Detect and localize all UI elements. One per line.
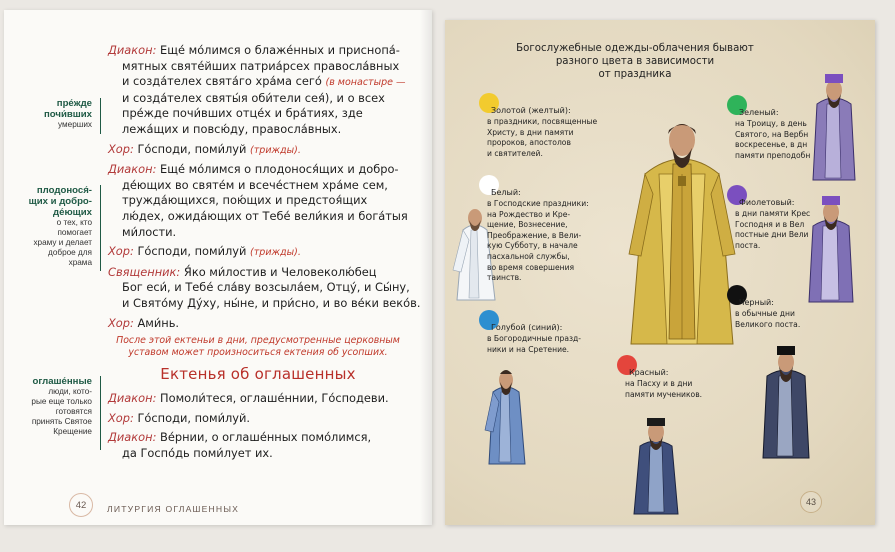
text-line: пре́жде почи́вших отце́х и бра́тиях, зде [122,106,363,121]
gloss-definition: принять Святое [31,417,92,426]
description-line: воскресенье, в дн [735,140,808,150]
role-label: Хор: [108,141,134,156]
gloss-oglashennye [31,376,92,437]
description-line: постные дни Вели [735,230,809,240]
text-line: Ами́нь. [137,315,180,330]
role-label: Хор: [108,244,134,259]
running-head: ЛИТУРГИЯ ОГЛАШЕННЫХ [107,504,240,514]
description-line: во время совершения [487,262,575,272]
inline-note: (в монастыре — [325,77,406,89]
response-paragraph [108,316,408,332]
color-name: Голубой (синий): [491,323,563,332]
rubric-note: После этой ектеньи в дни, предусмотренные церковным [116,335,400,347]
text-line: и созда́телех свята́го хра́ма сего́ [122,74,322,89]
gloss-term: щих и добро- [28,196,92,207]
description-line: Христу, в дни памяти [487,127,574,137]
color-name: Белый: [491,188,521,197]
gloss-rule [100,376,101,450]
gloss-definition: умерших [58,120,92,129]
description-line: в обычные дни [735,309,795,318]
gloss-definition: доброе для [48,248,92,257]
gloss-definition: храму и делает [33,238,92,247]
litany-paragraph [108,43,408,138]
text-line: Го́споди, поми́луй [137,141,247,156]
color-description [625,379,702,400]
section-heading: Ектенья об оглашенных [160,365,356,384]
text-line: тружда́ющихся, пою́щих и предстоя́щих [122,193,368,208]
gloss-definition: люди, кото- [48,387,92,396]
gloss-definition: храма [68,258,92,267]
description-line: на Рождество и Кре- [487,209,571,219]
rubric-note: уставом может произноситься ектения об усопших. [128,347,388,359]
inline-note: (трижды). [250,247,301,259]
text-line: лежа́щих и повсю́ду, правосла́вных. [122,121,342,136]
gloss-definition: рые еще только [31,397,92,406]
description-line: кую Субботу, в начале [487,241,578,251]
description-line: поста. [735,240,761,250]
gloss-term: почи́вших [43,109,92,120]
description-line: памяти мучеников. [625,389,703,399]
text-line: и Свято́му Ду́ху, ны́не, и при́сно, и во ве́ки веко́в. [122,295,421,310]
description-line: Господня и в Вел [735,219,805,229]
text-line: Еще́ мо́лимся о блаже́нных и приснопа́- [160,43,400,57]
gloss-term: плодонося́- [36,185,92,196]
description-line: в Господские праздники: [487,199,589,208]
title-line: разного цвета в зависимости [555,56,715,67]
description-line: на Троицу, в день [735,119,807,128]
response-paragraph [108,411,408,427]
role-label: Хор: [108,410,134,425]
description-line: в дни памяти Крес [735,209,811,218]
text-line: Еще́ мо́лимся о плодонося́щих и добро- [160,162,399,177]
description-line: ники и на Сретение. [487,344,570,354]
color-name: Золотой (желтый): [491,106,571,115]
description-line: Преображение, в Вели- [487,230,582,240]
description-line: пасхальной службы, [487,251,570,261]
gloss-prezhde-pochivshih [44,98,92,130]
color-description [735,309,800,330]
description-line: пророков, апостолов [487,138,571,148]
role-label: Священник: [108,264,181,279]
deacon-blue-vestments-illustration [483,362,529,466]
priest-black-vestments-illustration [757,342,815,460]
right-page [445,20,875,525]
litany-paragraph [108,430,408,461]
priest-violet-vestments-illustration-middle [803,192,859,304]
text-line: и созда́телех святы́я оби́тели сея́) [122,90,330,105]
description-line: на Пасху и в дни [625,379,693,388]
gloss-rule [100,98,101,134]
gloss-term: де́ющих [53,207,92,218]
description-line: Святого, на Вербн [735,129,809,139]
title-line: от праздника [598,69,672,80]
gutter-shadow [420,10,432,525]
color-description [735,119,810,161]
color-name: Красный: [629,368,669,377]
role-label: Диакон: [108,162,157,177]
text-line: мятных святе́йших патриа́рсех правосла́вных [122,58,400,73]
exclamation-paragraph [108,264,421,312]
text-line: Го́споди, поми́луй [137,244,247,259]
color-description [487,117,597,159]
gloss-plodonosyashchih [29,185,92,268]
liturgy-text [108,43,421,465]
text-line: Я́ко ми́лостив и Человеколю́бец [183,264,377,279]
color-description [735,209,810,251]
color-name: Фиолетовый: [739,198,795,207]
description-line: Великого поста. [735,319,801,329]
text-line: де́ющих во святе́м и всече́стнем хра́ме сем, [122,177,388,192]
left-page [4,10,432,525]
litany-paragraph [108,162,408,240]
color-description [487,199,589,284]
role-label: Диакон: [108,391,157,406]
title-line: Богослужебные одежды-облачения бывают [516,43,754,54]
priest-dark-vestments-illustration [628,414,684,516]
description-line: памяти преподобн [735,150,811,160]
description-line: щение, Вознесение, [487,220,568,230]
color-description [487,334,581,355]
inline-note: (трижды). [250,144,301,156]
priest-gold-vestments-illustration [623,104,741,349]
gloss-definition: готовятся [55,407,92,416]
description-line: в праздники, посвященные [487,117,598,126]
description-line: в Богородичные празд- [487,334,582,343]
text-line: Бог еси́, и Тебе́ сла́ву возсыла́ем, Отцу́, и Сы́ну, [122,280,410,295]
vestments-title [515,42,755,81]
text-line: лю́дех, ожида́ющих от Тебе́ вели́кия и бога́тыя [122,208,408,223]
description-line: и святителей. [487,148,543,158]
color-name: Зеленый: [739,108,779,117]
gloss-definition: о тех, кто [56,218,92,227]
page-number-left: 42 [69,493,93,517]
text-line: да Госпо́дь поми́лует их. [122,445,273,460]
text-line: Помоли́теся, оглаше́ннии, Го́сподеви. [160,391,389,406]
text-line: Го́споди, поми́луй. [137,410,251,425]
response-paragraph [108,142,408,159]
gloss-rule [100,185,101,271]
gloss-term: пре́жде [56,98,92,109]
response-paragraph [108,244,408,261]
text-line: ми́лости. [122,224,177,239]
text-line: , и о всех [329,90,385,105]
gloss-term: оглаше́нные [32,376,92,387]
gloss-definition: помогает [57,228,92,237]
text-line: Ве́рнии, о оглаше́нных помо́лимся, [160,430,372,445]
role-label: Диакон: [108,430,157,445]
role-label: Диакон: [108,43,157,57]
role-label: Хор: [108,315,134,330]
gloss-definition: Крещение [53,427,92,436]
description-line: таинств. [487,273,522,283]
page-number-right: 43 [800,491,822,513]
priest-violet-vestments-illustration-top [807,70,861,182]
litany-paragraph [108,391,408,407]
color-name: Черный: [739,298,774,307]
